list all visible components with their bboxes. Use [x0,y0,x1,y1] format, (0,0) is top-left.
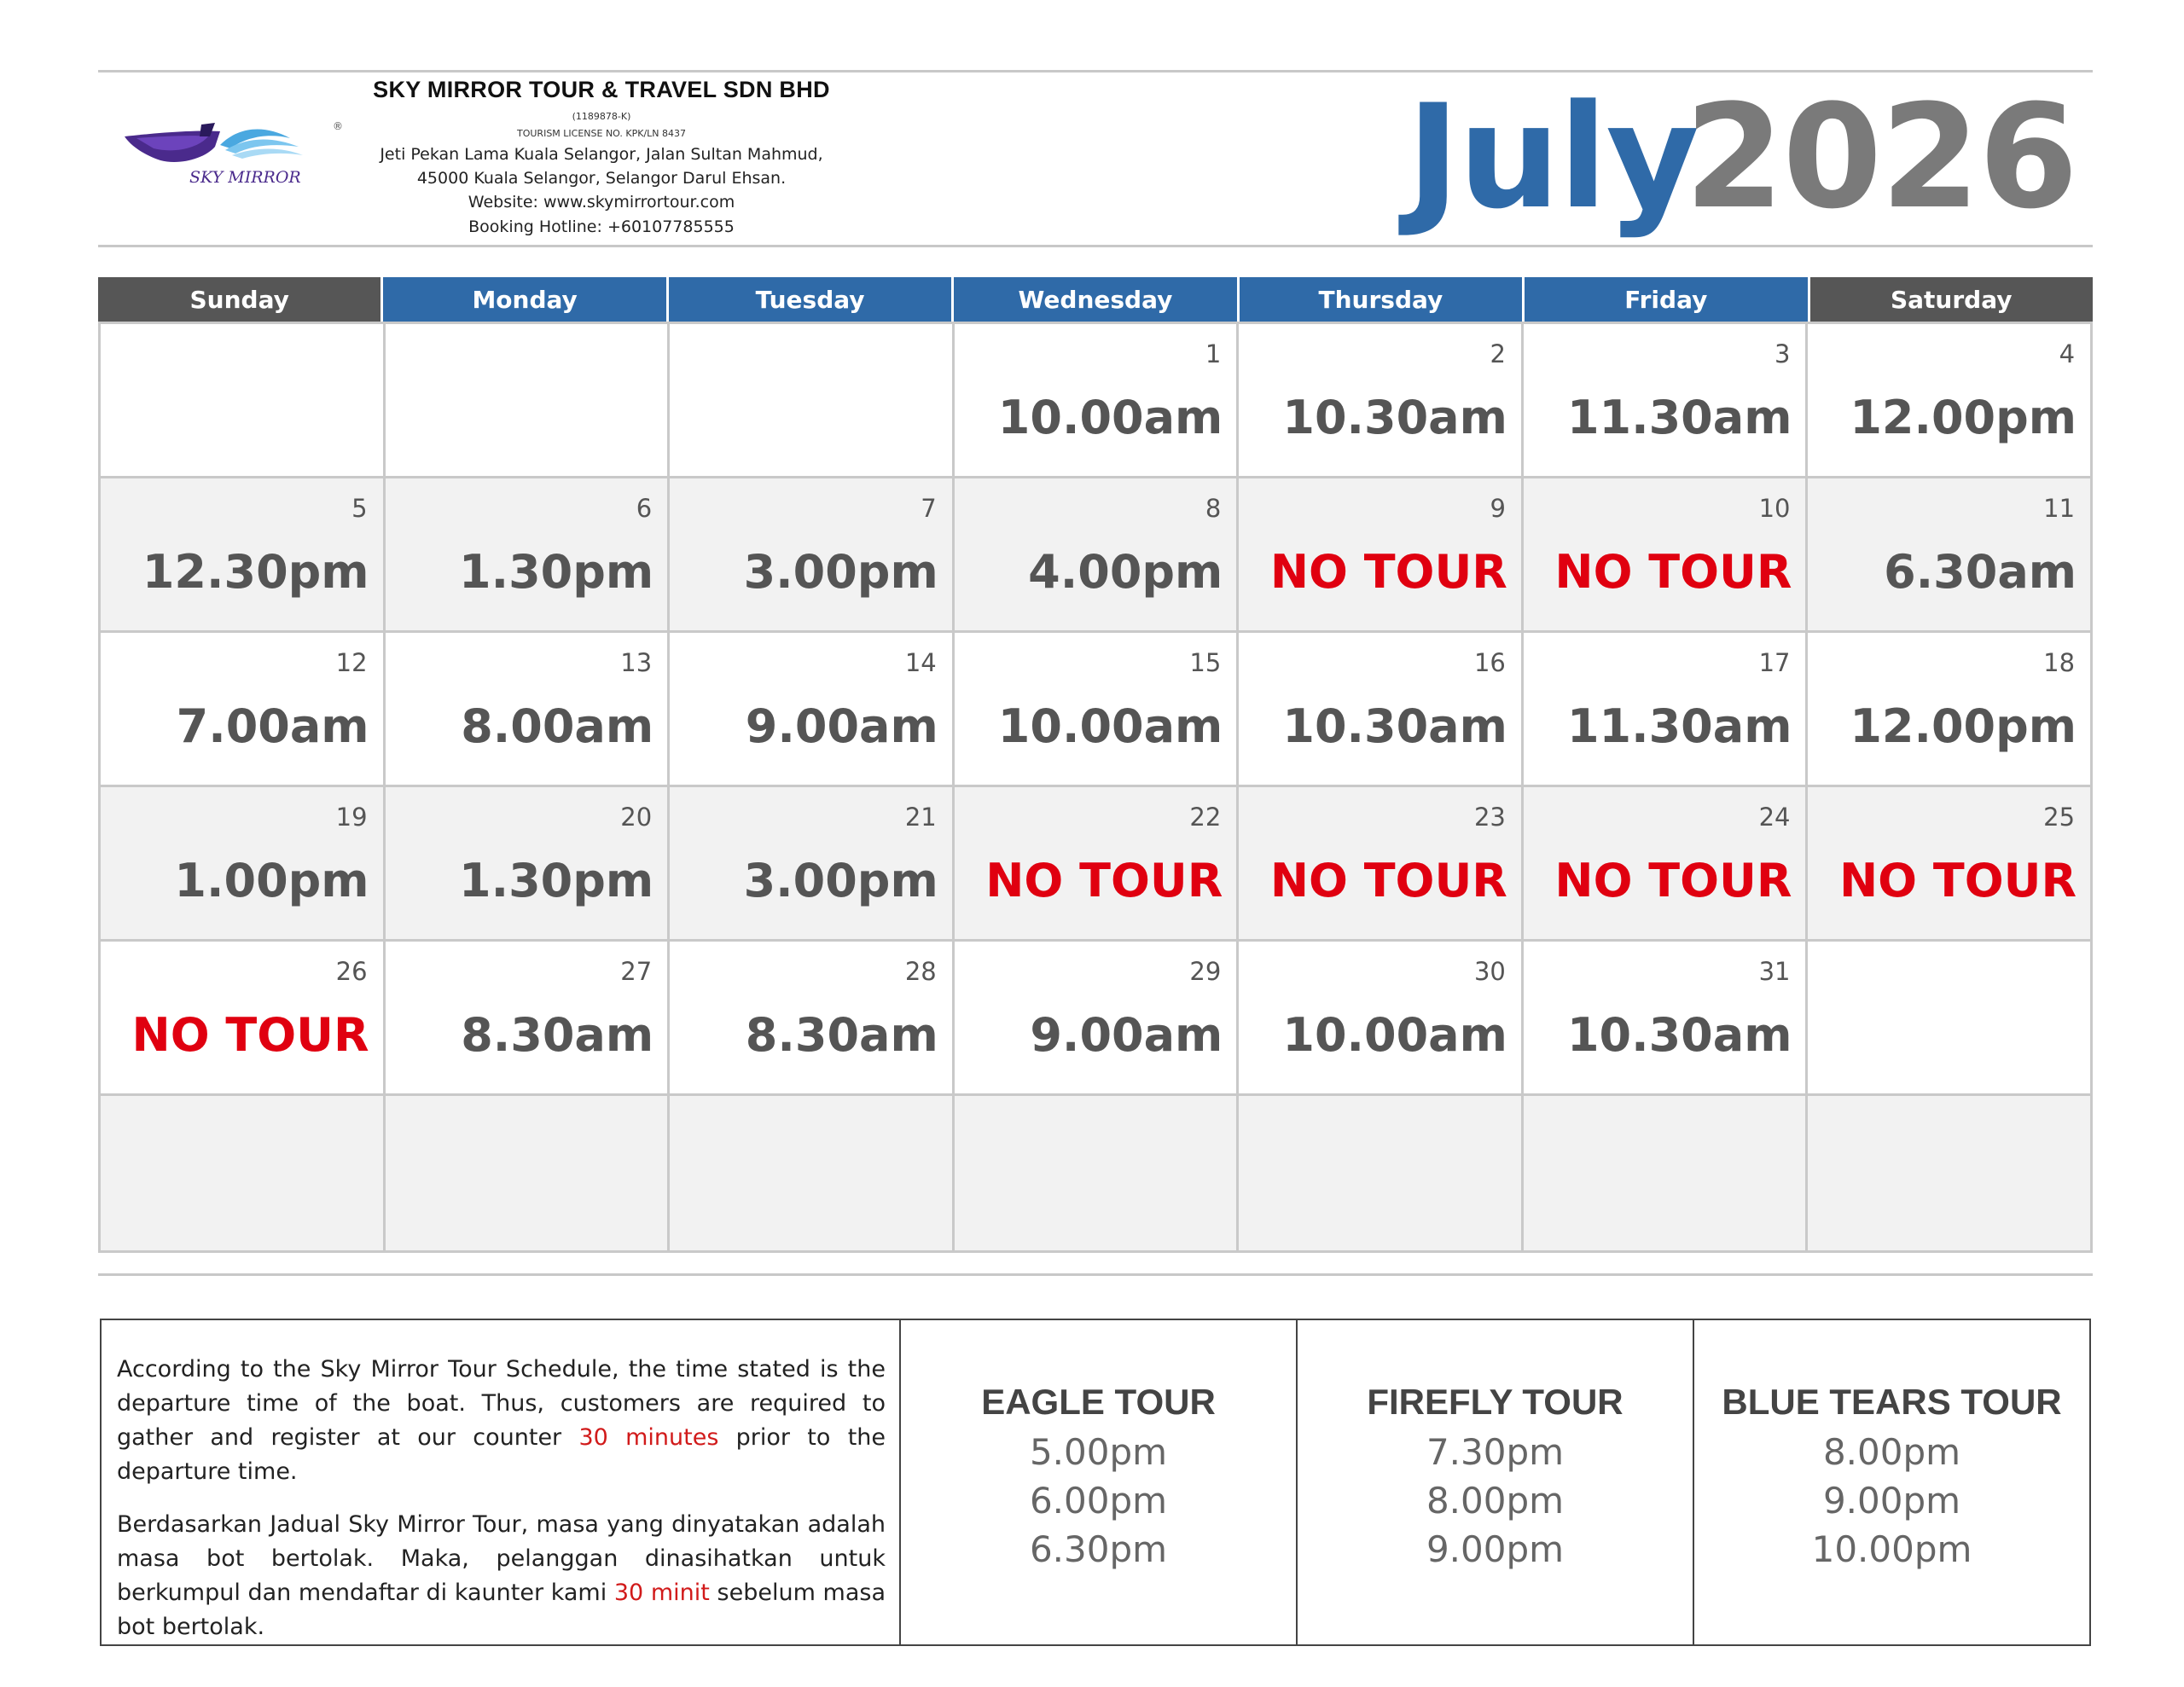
day-number: 6 [636,494,653,523]
tour-time: 9.00pm [1426,1528,1565,1570]
day-number: 18 [2043,648,2076,677]
departure-time: 3.00pm [743,854,938,907]
header-thursday: Thursday [1237,277,1522,322]
tour-time: 5.00pm [1029,1430,1168,1473]
booking-hotline: Booking Hotline: +60107785555 [468,217,735,236]
day-cell-tuesday [667,1096,952,1250]
departure-time: 6.30am [1884,545,2077,599]
tour-name: FIREFLY TOUR [1367,1381,1623,1422]
departure-time: 3.00pm [743,545,938,599]
day-cell-wednesday [952,478,1237,630]
departure-time: 4.00pm [1028,545,1223,599]
day-number: 10 [1758,494,1791,523]
day-cell-thursday [1236,1096,1521,1250]
day-cell-thursday [1236,478,1521,630]
day-cell-saturday [1805,787,2090,939]
address-line-2: 45000 Kuala Selangor, Selangor Darul Ehsan. [416,169,787,188]
header-sunday: Sunday [98,277,380,322]
company-name: SKY MIRROR TOUR & TRAVEL SDN BHD [373,77,830,102]
year-title: 2026 [1684,73,2077,241]
top-divider [98,70,2093,72]
day-number: 20 [620,803,653,832]
tour-time: 7.30pm [1426,1430,1565,1473]
no-tour-label: NO TOUR [1269,545,1507,599]
company-logo [119,118,350,203]
address-line-1: Jeti Pekan Lama Kuala Selangor, Jalan Sultan Mahmud, [380,145,823,164]
day-number: 31 [1758,957,1791,986]
tour-time: 9.00pm [1822,1479,1961,1522]
day-number: 15 [1189,648,1222,677]
tour-time: 8.00pm [1426,1479,1565,1522]
day-number: 25 [2043,803,2076,832]
departure-time: 7.00am [176,699,369,753]
day-cell-thursday [1236,787,1521,939]
boat-logo-icon [119,118,350,203]
day-cell-thursday [1236,633,1521,785]
no-tour-label: NO TOUR [1269,854,1507,907]
tour-time: 8.00pm [1822,1430,1961,1473]
departure-time: 9.00am [745,699,938,753]
day-cell-wednesday [952,324,1237,476]
calendar-week [101,1096,2090,1250]
day-cell-friday [1521,633,1806,785]
day-number: 5 [351,494,368,523]
day-cell-sunday [101,324,383,476]
day-cell-tuesday [667,324,952,476]
departure-time: 1.30pm [459,854,654,907]
day-cell-monday [383,942,668,1093]
day-cell-tuesday [667,787,952,939]
day-cell-saturday [1805,633,2090,785]
note-malay-highlight: 30 minit [613,1580,710,1606]
tour-info-box [100,1319,2091,1646]
no-tour-label: NO TOUR [131,1008,369,1062]
no-tour-label: NO TOUR [1838,854,2077,907]
day-cell-tuesday [667,942,952,1093]
day-cell-monday [383,324,668,476]
day-number: 28 [904,957,937,986]
svg-text:®: ® [333,120,343,132]
note-english: According to the Sky Mirror Tour Schedule, the time stated is the departure time of the boat. Thus, customers are required to gather and register at our counter 30 minutes prior to the departure time. [117,1356,886,1485]
note-malay: Berdasarkan Jadual Sky Mirror Tour, masa yang dinyatakan adalah masa bot bertolak. Maka, pelanggan dinasihatkan untuk berkumpul dan mendaftar di kaunter kami 30 minit sebelum masa bot bertolak. [117,1511,886,1640]
day-cell-friday [1521,787,1806,939]
tour-time: 6.00pm [1029,1479,1168,1522]
month-title: July [1406,73,1698,241]
day-number: 8 [1205,494,1222,523]
departure-time: 8.00am [461,699,654,753]
day-number: 13 [620,648,653,677]
day-cell-sunday [101,942,383,1093]
day-cell-monday [383,1096,668,1250]
calendar-week [101,942,2090,1096]
day-cell-sunday [101,1096,383,1250]
day-cell-friday [1521,324,1806,476]
day-cell-monday [383,478,668,630]
departure-time: 12.30pm [142,545,369,599]
day-number: 22 [1189,803,1222,832]
day-cell-wednesday [952,633,1237,785]
day-cell-friday [1521,478,1806,630]
day-cell-monday [383,633,668,785]
calendar-week [101,324,2090,478]
departure-time: 10.00am [1282,1008,1507,1062]
no-tour-label: NO TOUR [985,854,1223,907]
day-cell-friday [1521,1096,1806,1250]
no-tour-label: NO TOUR [1554,545,1792,599]
tourism-license: TOURISM LICENSE NO. KPK/LN 8437 [517,128,686,139]
departure-time: 12.00pm [1850,699,2077,753]
day-number: 24 [1758,803,1791,832]
tour-time: 10.00pm [1811,1528,1972,1570]
day-number: 21 [904,803,937,832]
departure-time: 12.00pm [1850,391,2077,444]
day-number: 9 [1490,494,1506,523]
departure-time: 11.30am [1566,699,1792,753]
departure-time: 10.00am [997,699,1223,753]
calendar-week [101,787,2090,942]
departure-time: 8.30am [745,1008,938,1062]
company-reg-no: (1189878-K) [572,111,631,122]
day-number: 17 [1758,648,1791,677]
note-english-highlight: 30 minutes [578,1424,719,1451]
day-cell-tuesday [667,478,952,630]
no-tour-label: NO TOUR [1554,854,1792,907]
day-cell-saturday [1805,1096,2090,1250]
weekday-header [98,277,2093,322]
blue-tears-tour [1694,1320,2089,1644]
day-cell-wednesday [952,1096,1237,1250]
day-number: 11 [2043,494,2076,523]
day-number: 19 [335,803,368,832]
departure-time: 1.30pm [459,545,654,599]
departure-time: 10.30am [1566,1008,1792,1062]
day-cell-sunday [101,787,383,939]
day-number: 29 [1189,957,1222,986]
day-number: 1 [1205,339,1222,368]
firefly-tour [1298,1320,1694,1644]
day-number: 23 [1473,803,1506,832]
day-number: 27 [620,957,653,986]
day-cell-sunday [101,478,383,630]
day-number: 3 [1774,339,1791,368]
day-cell-friday [1521,942,1806,1093]
day-number: 7 [921,494,937,523]
tour-name: EAGLE TOUR [981,1381,1216,1422]
header-friday: Friday [1522,277,1807,322]
day-cell-saturday [1805,324,2090,476]
day-cell-saturday [1805,942,2090,1093]
day-number: 16 [1473,648,1506,677]
day-number: 30 [1473,957,1506,986]
website: Website: www.skymirrortour.com [468,193,735,212]
day-cell-wednesday [952,787,1237,939]
header-tuesday: Tuesday [666,277,951,322]
departure-time: 10.00am [997,391,1223,444]
day-number: 4 [2059,339,2076,368]
day-number: 14 [904,648,937,677]
day-number: 2 [1490,339,1506,368]
day-cell-sunday [101,633,383,785]
day-cell-wednesday [952,942,1237,1093]
calendar-week [101,633,2090,787]
eagle-tour [901,1320,1298,1644]
header-divider [98,245,2093,247]
day-cell-monday [383,787,668,939]
footer-divider [98,1273,2093,1276]
day-number: 12 [335,648,368,677]
tour-name: BLUE TEARS TOUR [1722,1381,2062,1422]
day-cell-saturday [1805,478,2090,630]
departure-note [102,1320,901,1644]
day-cell-tuesday [667,633,952,785]
departure-time: 9.00am [1030,1008,1223,1062]
departure-time: 10.30am [1282,699,1507,753]
header-saturday: Saturday [1808,277,2093,322]
departure-time: 11.30am [1566,391,1792,444]
day-cell-thursday [1236,324,1521,476]
day-number: 26 [335,957,368,986]
departure-time: 1.00pm [174,854,369,907]
header-monday: Monday [380,277,665,322]
departure-time: 8.30am [461,1008,654,1062]
calendar-week [101,478,2090,633]
departure-time: 10.30am [1282,391,1507,444]
calendar-grid [98,322,2093,1253]
calendar [98,277,2093,1253]
header-wednesday: Wednesday [951,277,1236,322]
svg-text:SKY MIRROR: SKY MIRROR [189,168,301,187]
day-cell-thursday [1236,942,1521,1093]
tour-time: 6.30pm [1029,1528,1168,1570]
